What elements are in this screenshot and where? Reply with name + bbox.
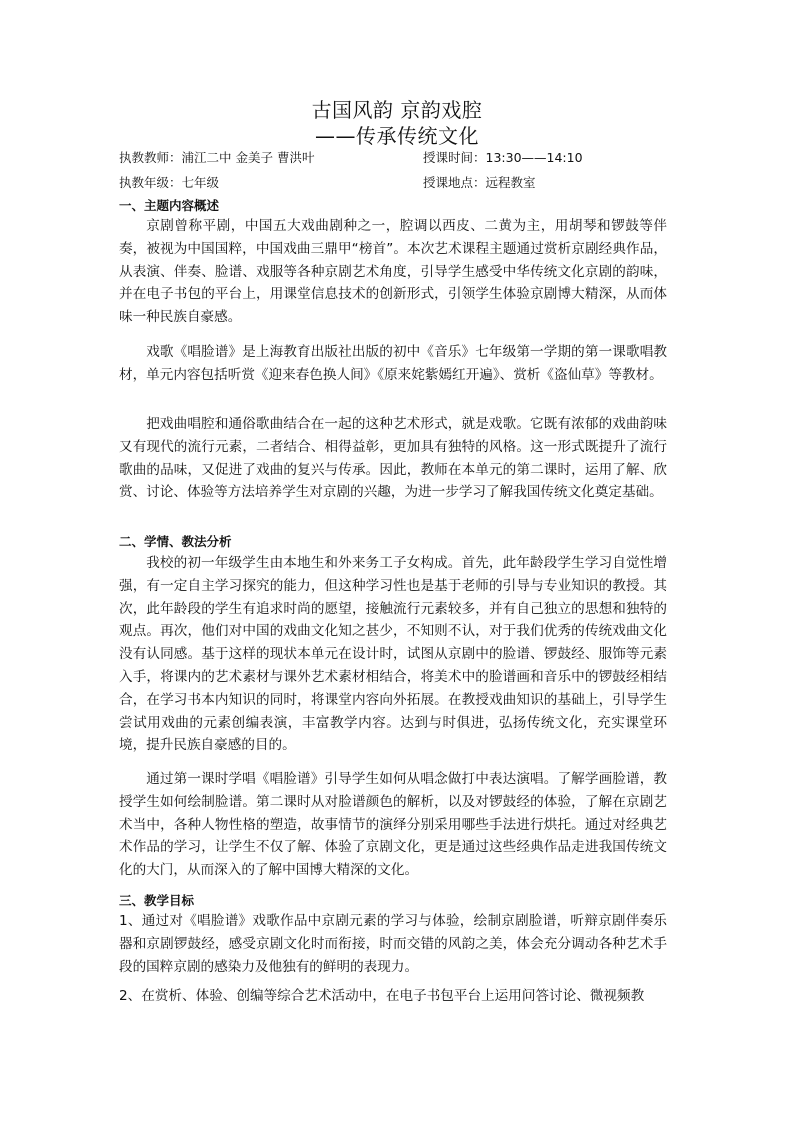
overview-paragraph-2: 戏歌《唱脸谱》是上海教育出版社出版的初中《音乐》七年级第一学期的第一课歌唱教材，单元内容包括听赏《迎来春色换人间》《原来姹紫嫣红开遍》、赏析《盗仙草》等教材。	[119, 344, 667, 383]
class-time: 授课时间：13:30——14:10	[423, 150, 583, 165]
section-heading-overview: 一、主题内容概述	[119, 198, 220, 213]
teacher-info: 执教教师：浦江二中 金美子 曹洪叶	[119, 150, 315, 165]
document-title: 古国风韵 京韵戏腔	[311, 98, 483, 122]
goal-item-2: 2、在赏析、体验、创编等综合艺术活动中，在电子书包平台上运用问答讨论、微视频教	[119, 988, 645, 1004]
overview-paragraph-1: 京剧曾称平剧，中国五大戏曲剧种之一，腔调以西皮、二黄为主，用胡琴和锣鼓等伴奏，被视为中国国粹，中国戏曲三鼎甲“榜首”。本次艺术课程主题通过赏析京剧经典作品，从表演、伴奏、脸谱、戏服等各种京剧艺术角度，引导学生感受中华传统文化京剧的韵味，并在电子书包的平台上，用课堂信息技术的创新形式，引领学生体验京剧博大精深，从而体味一种民族自豪感。	[119, 218, 667, 326]
analysis-paragraph-2: 通过第一课时学唱《唱脸谱》引导学生如何从唱念做打中表达演唱。了解学画脸谱，教授学生如何绘制脸谱。第二课时从对脸谱颜色的解析，以及对锣鼓经的体验，了解在京剧艺术当中，各种人物性格的塑造，故事情节的演绎分别采用哪些手法进行烘托。通过对经典艺术作品的学习，让学生不仅了解、体验了京剧文化，更是通过这些经典作品走进我国传统文化的大门，从而深入的了解中国博大精深的文化。	[119, 771, 667, 879]
document-subtitle: ——传承传统文化	[315, 124, 479, 148]
grade-info: 执教年级：七年级	[119, 175, 220, 190]
section-heading-goals: 三、教学目标	[119, 893, 195, 908]
meta-row-2	[119, 173, 679, 193]
overview-paragraph-3: 把戏曲唱腔和通俗歌曲结合在一起的这种艺术形式，就是戏歌。它既有浓郁的戏曲韵味又有现代的流行元素，二者结合、相得益彰，更加具有独特的风格。这一形式既提升了流行歌曲的品味，又促进了戏曲的复兴与传承。因此，教师在本单元的第二课时，运用了解、欣赏、讨论、体验等方法培养学生对京剧的兴趣，为进一步学习了解我国传统文化奠定基础。	[119, 416, 667, 501]
meta-row-1	[119, 148, 679, 168]
class-place: 授课地点：远程教室	[423, 175, 536, 190]
analysis-paragraph-1: 我校的初一年级学生由本地生和外来务工子女构成。首先，此年龄段学生学习自觉性增强，有一定自主学习探究的能力，但这种学习性也是基于老师的引导与专业知识的教授。其次，此年龄段的学生有追求时尚的愿望，接触流行元素较多，并有自己独立的思想和独特的观点。再次，他们对中国的戏曲文化知之甚少，不知则不认，对于我们优秀的传统戏曲文化没有认同感。基于这样的现状本单元在设计时，试图从京剧中的脸谱、锣鼓经、服饰等元素入手，将课内的艺术素材与课外艺术素材相结合，将美术中的脸谱画和音乐中的锣鼓经相结合，在学习书本内知识的同时，将课堂内容向外拓展。在教授戏曲知识的基础上，引导学生尝试用戏曲的元素创编表演，丰富教学内容。达到与时俱进，弘扬传统文化，充实课堂环境，提升民族自豪感的目的。	[119, 555, 667, 754]
section-heading-analysis: 二、学情、教法分析	[119, 534, 232, 549]
goal-item-1: 1、通过对《唱脸谱》戏歌作品中京剧元素的学习与体验，绘制京剧脸谱，听辩京剧伴奏乐器和京剧锣鼓经，感受京剧文化时而衔接，时而交错的风韵之美，体会充分调动各种艺术手段的国粹京剧的感染力及他独有的鲜明的表现力。	[119, 913, 667, 975]
